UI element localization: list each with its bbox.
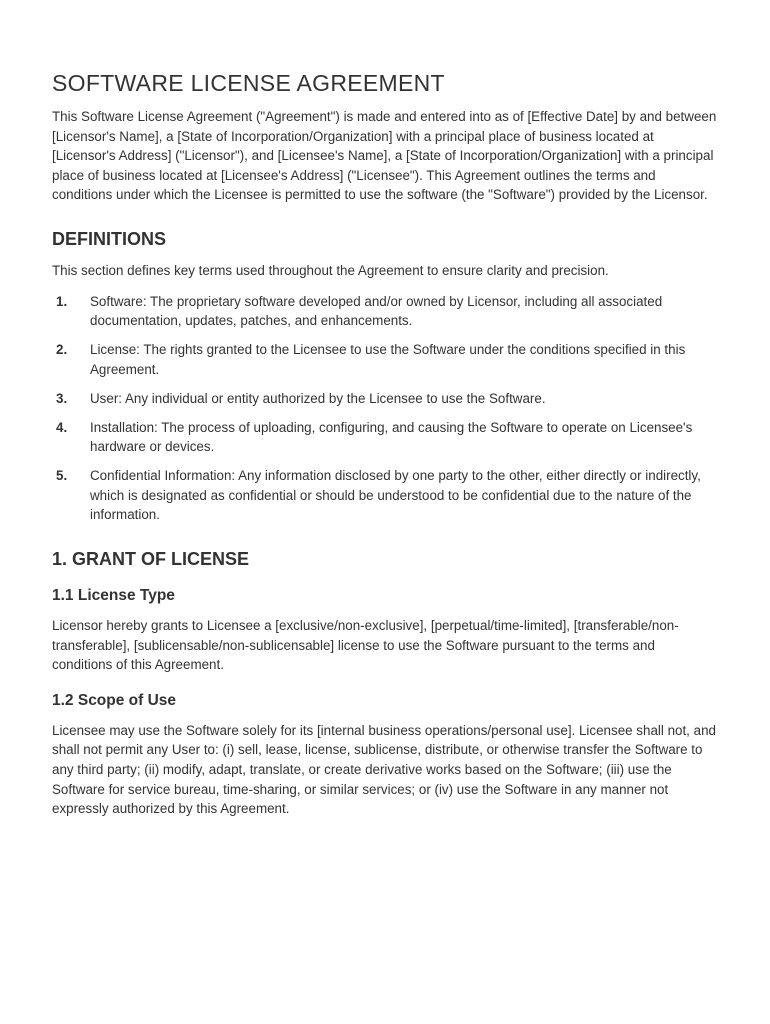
definition-item	[52, 466, 718, 525]
definition-item	[52, 389, 718, 409]
list-number: 3.	[56, 390, 68, 406]
definition-text: License: The rights granted to the Licensee to use the Software under the conditions specified in this Agreement.	[90, 342, 686, 377]
definition-item	[52, 340, 718, 379]
license-type-heading: 1.1 License Type	[52, 587, 175, 605]
list-number: 4.	[56, 419, 68, 435]
list-number: 2.	[56, 342, 68, 358]
definition-text: Software: The proprietary software developed and/or owned by Licensor, including all associated documentation, updates, patches, and enhancements.	[90, 293, 663, 329]
definition-text: User: Any individual or entity authorized by the Licensee to use the Software.	[90, 390, 546, 406]
definition-text: Installation: The process of uploading, configuring, and causing the Software to operate on Licensee's hardware or devices.	[90, 419, 693, 455]
list-number: 1.	[56, 293, 68, 309]
definitions-lead: This section defines key terms used throughout the Agreement to ensure clarity and precision.	[52, 262, 609, 278]
definition-item	[52, 418, 718, 457]
document-title: SOFTWARE LICENSE AGREEMENT	[52, 70, 445, 96]
list-number: 5.	[56, 468, 68, 484]
grant-heading: 1. GRANT OF LICENSE	[52, 549, 250, 570]
scope-of-use-heading: 1.2 Scope of Use	[52, 691, 177, 709]
definition-text: Confidential Information: Any information disclosed by one party to the other, either directly or indirectly, which is designated as confidential or should be understood to be confidential due to the nature of the information.	[90, 468, 701, 523]
scope-of-use-paragraph: Licensee may use the Software solely for its [internal business operations/personal use]. Licensee shall not, and shall not permit any User to: (i) sell, lease, license, sublicense, distribute, or otherwise transfer the Software to any third party; (ii) modify, adapt, translate, or create derivative works based on the Software; (iii) use the Software for service bureau, time-sharing, or similar services; or (iv) use the Software in any manner not expressly authorized by this Agreement.	[52, 722, 716, 817]
definitions-heading: DEFINITIONS	[52, 228, 167, 249]
intro-paragraph: This Software License Agreement ("Agreement") is made and entered into as of [Effective Date] by and between [Licensor's Name], a [State of Incorporation/Organization] with a principal place of business located at [Licensor's Address] ("Licensor"), and [Licensee's Name], a [State of Incorporation/Organization] with a principal place of business located at [Licensee's Address] ("Licensee"). This Agreement outlines the terms and conditions under which the Licensee is permitted to use the software (the "Software") provided by the Licensor.	[52, 109, 717, 203]
definition-item	[52, 292, 718, 331]
definitions-list	[52, 292, 718, 526]
license-type-paragraph: Licensor hereby grants to Licensee a [exclusive/non-exclusive], [perpetual/time-limited], [transferable/non-transferable], [sublicensable/non-sublicensable] license to use the Software pursuant to the terms and conditions of this Agreement.	[52, 618, 679, 673]
